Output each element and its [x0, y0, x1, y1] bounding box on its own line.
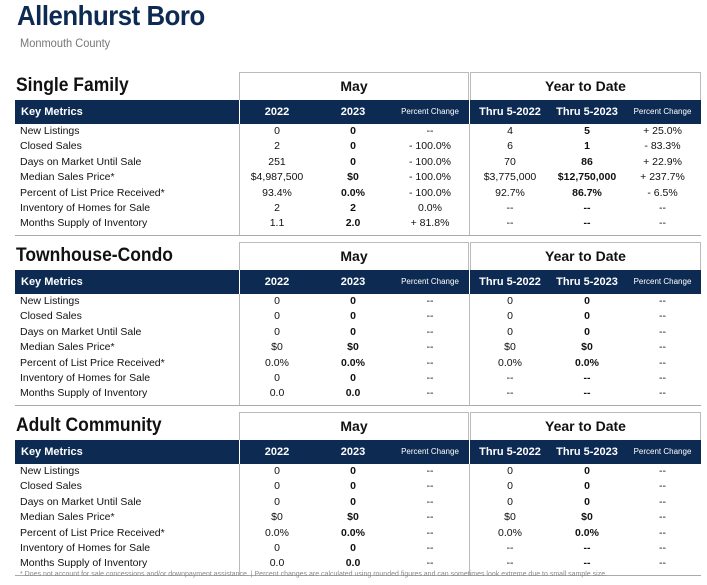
table-row: [15, 371, 701, 386]
value-2022: 0: [274, 541, 280, 554]
section-header: [15, 242, 701, 270]
value-thru-2022: 4: [507, 125, 513, 137]
value-2022: 2: [274, 140, 280, 153]
metric-label: Closed Sales: [20, 310, 82, 323]
footnote: * Does not account for sale concessions and/or downpayment assistance. | Percent changes are calculated using rounded figures and can sometimes look extreme due to small sample size.: [20, 571, 608, 578]
value-thru-2022: $3,775,000: [483, 171, 537, 184]
percent-change-ytd: --: [659, 217, 666, 230]
value-2023: 0.0%: [341, 356, 365, 369]
metrics-table-body: [15, 464, 701, 575]
percent-change-ytd: --: [659, 511, 666, 524]
value-2022: 0: [274, 465, 280, 477]
value-thru-2023: --: [583, 217, 591, 230]
value-2022: 0.0: [269, 557, 285, 570]
metric-label: Percent of List Price Received*: [20, 356, 165, 369]
value-2022: 0: [274, 295, 280, 307]
value-2022: 93.4%: [262, 186, 292, 199]
value-2022: 0: [274, 371, 280, 384]
col-2023: 2023: [340, 446, 366, 458]
value-2022: 0.0: [269, 387, 285, 400]
col-thru-2023: Thru 5-2023: [556, 106, 618, 118]
percent-change-ytd: --: [659, 387, 666, 400]
percent-change-ytd: + 22.9%: [643, 155, 682, 168]
percent-change-ytd: --: [659, 310, 666, 323]
value-2022: 0.0%: [265, 526, 289, 539]
col-percent-change: Percent Change: [401, 277, 459, 286]
percent-change: 0.0%: [418, 201, 442, 214]
metric-label: Months Supply of Inventory: [20, 387, 148, 400]
column-divider: [239, 124, 240, 235]
column-divider: [239, 294, 240, 405]
metric-label: New Listings: [20, 465, 80, 477]
table-row: [15, 510, 701, 525]
table-row: [15, 124, 701, 139]
value-2023: 0.0%: [341, 526, 365, 539]
header-divider: [469, 440, 470, 464]
percent-change-ytd: --: [659, 526, 666, 539]
page-subtitle: Monmouth County: [20, 36, 111, 50]
column-divider: [469, 464, 470, 575]
header-divider: [239, 440, 240, 464]
percent-change-ytd: --: [659, 341, 666, 354]
value-thru-2022: 0: [507, 465, 513, 477]
percent-change-ytd: --: [659, 325, 666, 338]
value-thru-2023: 86: [581, 155, 593, 168]
metric-label: Inventory of Homes for Sale: [20, 541, 151, 554]
value-2023: 0: [350, 541, 356, 554]
value-thru-2023: 0: [584, 325, 590, 338]
percent-change-ytd: --: [659, 541, 666, 554]
percent-change: --: [426, 310, 434, 323]
table-row: [15, 464, 701, 479]
header-divider: [469, 270, 470, 294]
metrics-section: [15, 72, 701, 235]
metric-label: Inventory of Homes for Sale: [20, 371, 151, 384]
metric-label: Closed Sales: [20, 140, 82, 153]
table-row: [15, 556, 701, 571]
header-divider: [469, 100, 470, 124]
table-row: [15, 294, 701, 309]
col-thru-2023: Thru 5-2023: [556, 446, 618, 458]
percent-change-ytd: --: [659, 480, 666, 493]
value-thru-2022: 0.0%: [498, 356, 522, 369]
value-thru-2022: 0: [507, 495, 513, 508]
group-label-may: May: [239, 72, 469, 100]
percent-change: - 100.0%: [408, 171, 452, 184]
value-thru-2023: 0.0%: [575, 526, 599, 539]
percent-change-ytd: --: [659, 295, 666, 307]
value-thru-2022: --: [506, 371, 514, 384]
percent-change: --: [426, 495, 434, 508]
group-label-ytd: Year to Date: [470, 412, 701, 440]
section-title: Adult Community: [16, 415, 162, 436]
group-label-ytd: Year to Date: [470, 242, 701, 270]
percent-change: --: [426, 295, 434, 307]
table-row: [15, 309, 701, 324]
section-title: Single Family: [16, 75, 129, 96]
col-2023: 2023: [340, 276, 366, 288]
value-2023: 0: [350, 495, 356, 508]
value-2023: 0: [350, 325, 356, 338]
value-thru-2023: $0: [581, 341, 593, 354]
metric-label: Days on Market Until Sale: [20, 155, 142, 168]
metrics-table-body: [15, 124, 701, 235]
percent-change: - 100.0%: [408, 155, 452, 168]
metrics-section: [15, 242, 701, 405]
table-row: [15, 479, 701, 494]
value-thru-2023: 0: [584, 310, 590, 323]
value-thru-2023: --: [583, 371, 591, 384]
group-label-ytd: Year to Date: [470, 72, 701, 100]
percent-change: --: [426, 541, 434, 554]
percent-change-ytd: - 83.3%: [644, 140, 681, 153]
value-2022: 0: [274, 495, 280, 508]
metric-label: Percent of List Price Received*: [20, 186, 165, 199]
value-thru-2023: --: [583, 557, 591, 570]
percent-change: --: [426, 511, 434, 524]
value-2022: $0: [271, 341, 283, 354]
col-key-metrics: Key Metrics: [21, 106, 83, 118]
table-row: [15, 495, 701, 510]
value-thru-2022: --: [506, 217, 514, 230]
value-thru-2023: 0: [584, 295, 590, 307]
table-row: [15, 386, 701, 401]
value-2022: 2: [274, 201, 280, 214]
value-thru-2023: --: [583, 387, 591, 400]
value-2022: 0: [274, 310, 280, 323]
col-thru-2022: Thru 5-2022: [479, 446, 541, 458]
value-thru-2022: --: [506, 201, 514, 214]
value-thru-2023: --: [583, 541, 591, 554]
value-2023: 0: [350, 310, 356, 323]
value-2023: 0: [350, 155, 356, 168]
value-thru-2022: 0: [507, 295, 513, 307]
value-thru-2023: 0: [584, 465, 590, 477]
metric-label: Median Sales Price*: [20, 341, 115, 354]
col-key-metrics: Key Metrics: [21, 446, 83, 458]
value-2023: $0: [347, 171, 359, 184]
column-divider: [469, 124, 470, 235]
value-2023: 0: [350, 371, 356, 384]
value-2022: 251: [268, 155, 286, 168]
percent-change-ytd: --: [659, 201, 666, 214]
value-thru-2022: 92.7%: [495, 186, 525, 199]
percent-change: --: [426, 480, 434, 493]
section-header: [15, 412, 701, 440]
table-row: [15, 155, 701, 170]
metric-label: Days on Market Until Sale: [20, 325, 142, 338]
percent-change-ytd: - 6.5%: [647, 186, 678, 199]
metrics-table-body: [15, 294, 701, 405]
col-percent-change-ytd: Percent Change: [633, 277, 692, 286]
value-2023: $0: [347, 511, 359, 524]
value-2023: 0.0: [345, 387, 361, 400]
value-thru-2023: 0.0%: [575, 356, 599, 369]
value-thru-2022: 0: [507, 325, 513, 338]
table-row: [15, 186, 701, 201]
col-percent-change-ytd: Percent Change: [633, 447, 692, 456]
percent-change: --: [426, 557, 434, 570]
group-label-may: May: [239, 242, 469, 270]
value-2023: 0.0: [345, 557, 361, 570]
percent-change-ytd: --: [659, 495, 666, 508]
col-thru-2022: Thru 5-2022: [479, 106, 541, 118]
metric-label: New Listings: [20, 125, 80, 137]
value-2023: 2: [350, 201, 356, 214]
metric-label: Months Supply of Inventory: [20, 557, 148, 570]
value-thru-2022: $0: [504, 511, 516, 524]
col-thru-2022: Thru 5-2022: [479, 276, 541, 288]
column-divider: [469, 294, 470, 405]
value-thru-2022: --: [506, 541, 514, 554]
percent-change-ytd: --: [659, 465, 666, 477]
value-2023: 0: [350, 140, 356, 153]
percent-change-ytd: + 25.0%: [643, 125, 682, 137]
metric-label: New Listings: [20, 295, 80, 307]
section-title: Townhouse-Condo: [16, 245, 173, 266]
metric-label: Closed Sales: [20, 480, 82, 493]
table-row: [15, 170, 701, 185]
table-row: [15, 356, 701, 371]
col-2022: 2022: [264, 446, 290, 458]
value-thru-2022: 0.0%: [498, 526, 522, 539]
header-divider: [239, 100, 240, 124]
value-thru-2023: $12,750,000: [557, 171, 617, 184]
page-title: Allenhurst Boro: [17, 0, 205, 31]
table-row: [15, 139, 701, 154]
metric-label: Median Sales Price*: [20, 511, 115, 524]
column-header-row: [15, 440, 701, 464]
percent-change-ytd: --: [659, 371, 666, 384]
col-percent-change-ytd: Percent Change: [633, 107, 692, 116]
percent-change: --: [426, 341, 434, 354]
value-2022: 0: [274, 125, 280, 137]
metrics-section: [15, 412, 701, 575]
percent-change-ytd: + 237.7%: [640, 171, 685, 184]
value-thru-2023: $0: [581, 511, 593, 524]
percent-change-ytd: --: [659, 557, 666, 570]
table-row: [15, 541, 701, 556]
value-thru-2022: 0: [507, 480, 513, 493]
percent-change: --: [426, 526, 434, 539]
percent-change: --: [426, 325, 434, 338]
col-2023: 2023: [340, 106, 366, 118]
percent-change: --: [426, 125, 434, 137]
col-2022: 2022: [264, 276, 290, 288]
col-2022: 2022: [264, 106, 290, 118]
metric-label: Percent of List Price Received*: [20, 526, 165, 539]
value-2022: 1.1: [269, 217, 285, 230]
percent-change: --: [426, 371, 434, 384]
value-2023: 0.0%: [341, 186, 365, 199]
value-thru-2022: 70: [504, 155, 516, 168]
value-thru-2023: 1: [584, 140, 590, 153]
section-header: [15, 72, 701, 100]
value-2023: 2.0: [345, 217, 361, 230]
col-key-metrics: Key Metrics: [21, 276, 83, 288]
value-thru-2022: --: [506, 387, 514, 400]
value-thru-2023: 0: [584, 480, 590, 493]
col-percent-change: Percent Change: [401, 107, 459, 116]
table-row: [15, 325, 701, 340]
value-2023: 0: [350, 480, 356, 493]
percent-change: - 100.0%: [408, 140, 452, 153]
metric-label: Days on Market Until Sale: [20, 495, 142, 508]
table-row: [15, 216, 701, 231]
percent-change: - 100.0%: [408, 186, 452, 199]
value-2023: 0: [350, 125, 356, 137]
value-2022: 0: [274, 480, 280, 493]
table-row: [15, 340, 701, 355]
section-bottom-rule: [15, 405, 701, 406]
value-thru-2023: --: [583, 201, 591, 214]
value-thru-2023: 0: [584, 495, 590, 508]
percent-change-ytd: --: [659, 356, 666, 369]
metric-label: Inventory of Homes for Sale: [20, 201, 151, 214]
value-2022: $4,987,500: [250, 171, 304, 184]
value-2023: 0: [350, 295, 356, 307]
value-2023: 0: [350, 465, 356, 477]
percent-change: --: [426, 387, 434, 400]
metric-label: Median Sales Price*: [20, 171, 115, 184]
column-divider: [239, 464, 240, 575]
value-thru-2022: 0: [507, 310, 513, 323]
table-row: [15, 526, 701, 541]
header-divider: [239, 270, 240, 294]
percent-change: + 81.8%: [410, 217, 450, 230]
percent-change: --: [426, 465, 434, 477]
value-thru-2022: --: [506, 557, 514, 570]
value-2022: 0.0%: [265, 356, 289, 369]
group-label-may: May: [239, 412, 469, 440]
metric-label: Months Supply of Inventory: [20, 217, 148, 230]
value-thru-2022: 6: [507, 140, 513, 153]
percent-change: --: [426, 356, 434, 369]
column-header-row: [15, 270, 701, 294]
value-2022: 0: [274, 325, 280, 338]
table-row: [15, 201, 701, 216]
column-header-row: [15, 100, 701, 124]
section-bottom-rule: [15, 235, 701, 236]
col-thru-2023: Thru 5-2023: [556, 276, 618, 288]
value-thru-2023: 5: [584, 125, 590, 137]
value-thru-2023: 86.7%: [572, 186, 602, 199]
value-2022: $0: [271, 511, 283, 524]
value-2023: $0: [347, 341, 359, 354]
value-thru-2022: $0: [504, 341, 516, 354]
col-percent-change: Percent Change: [401, 447, 459, 456]
